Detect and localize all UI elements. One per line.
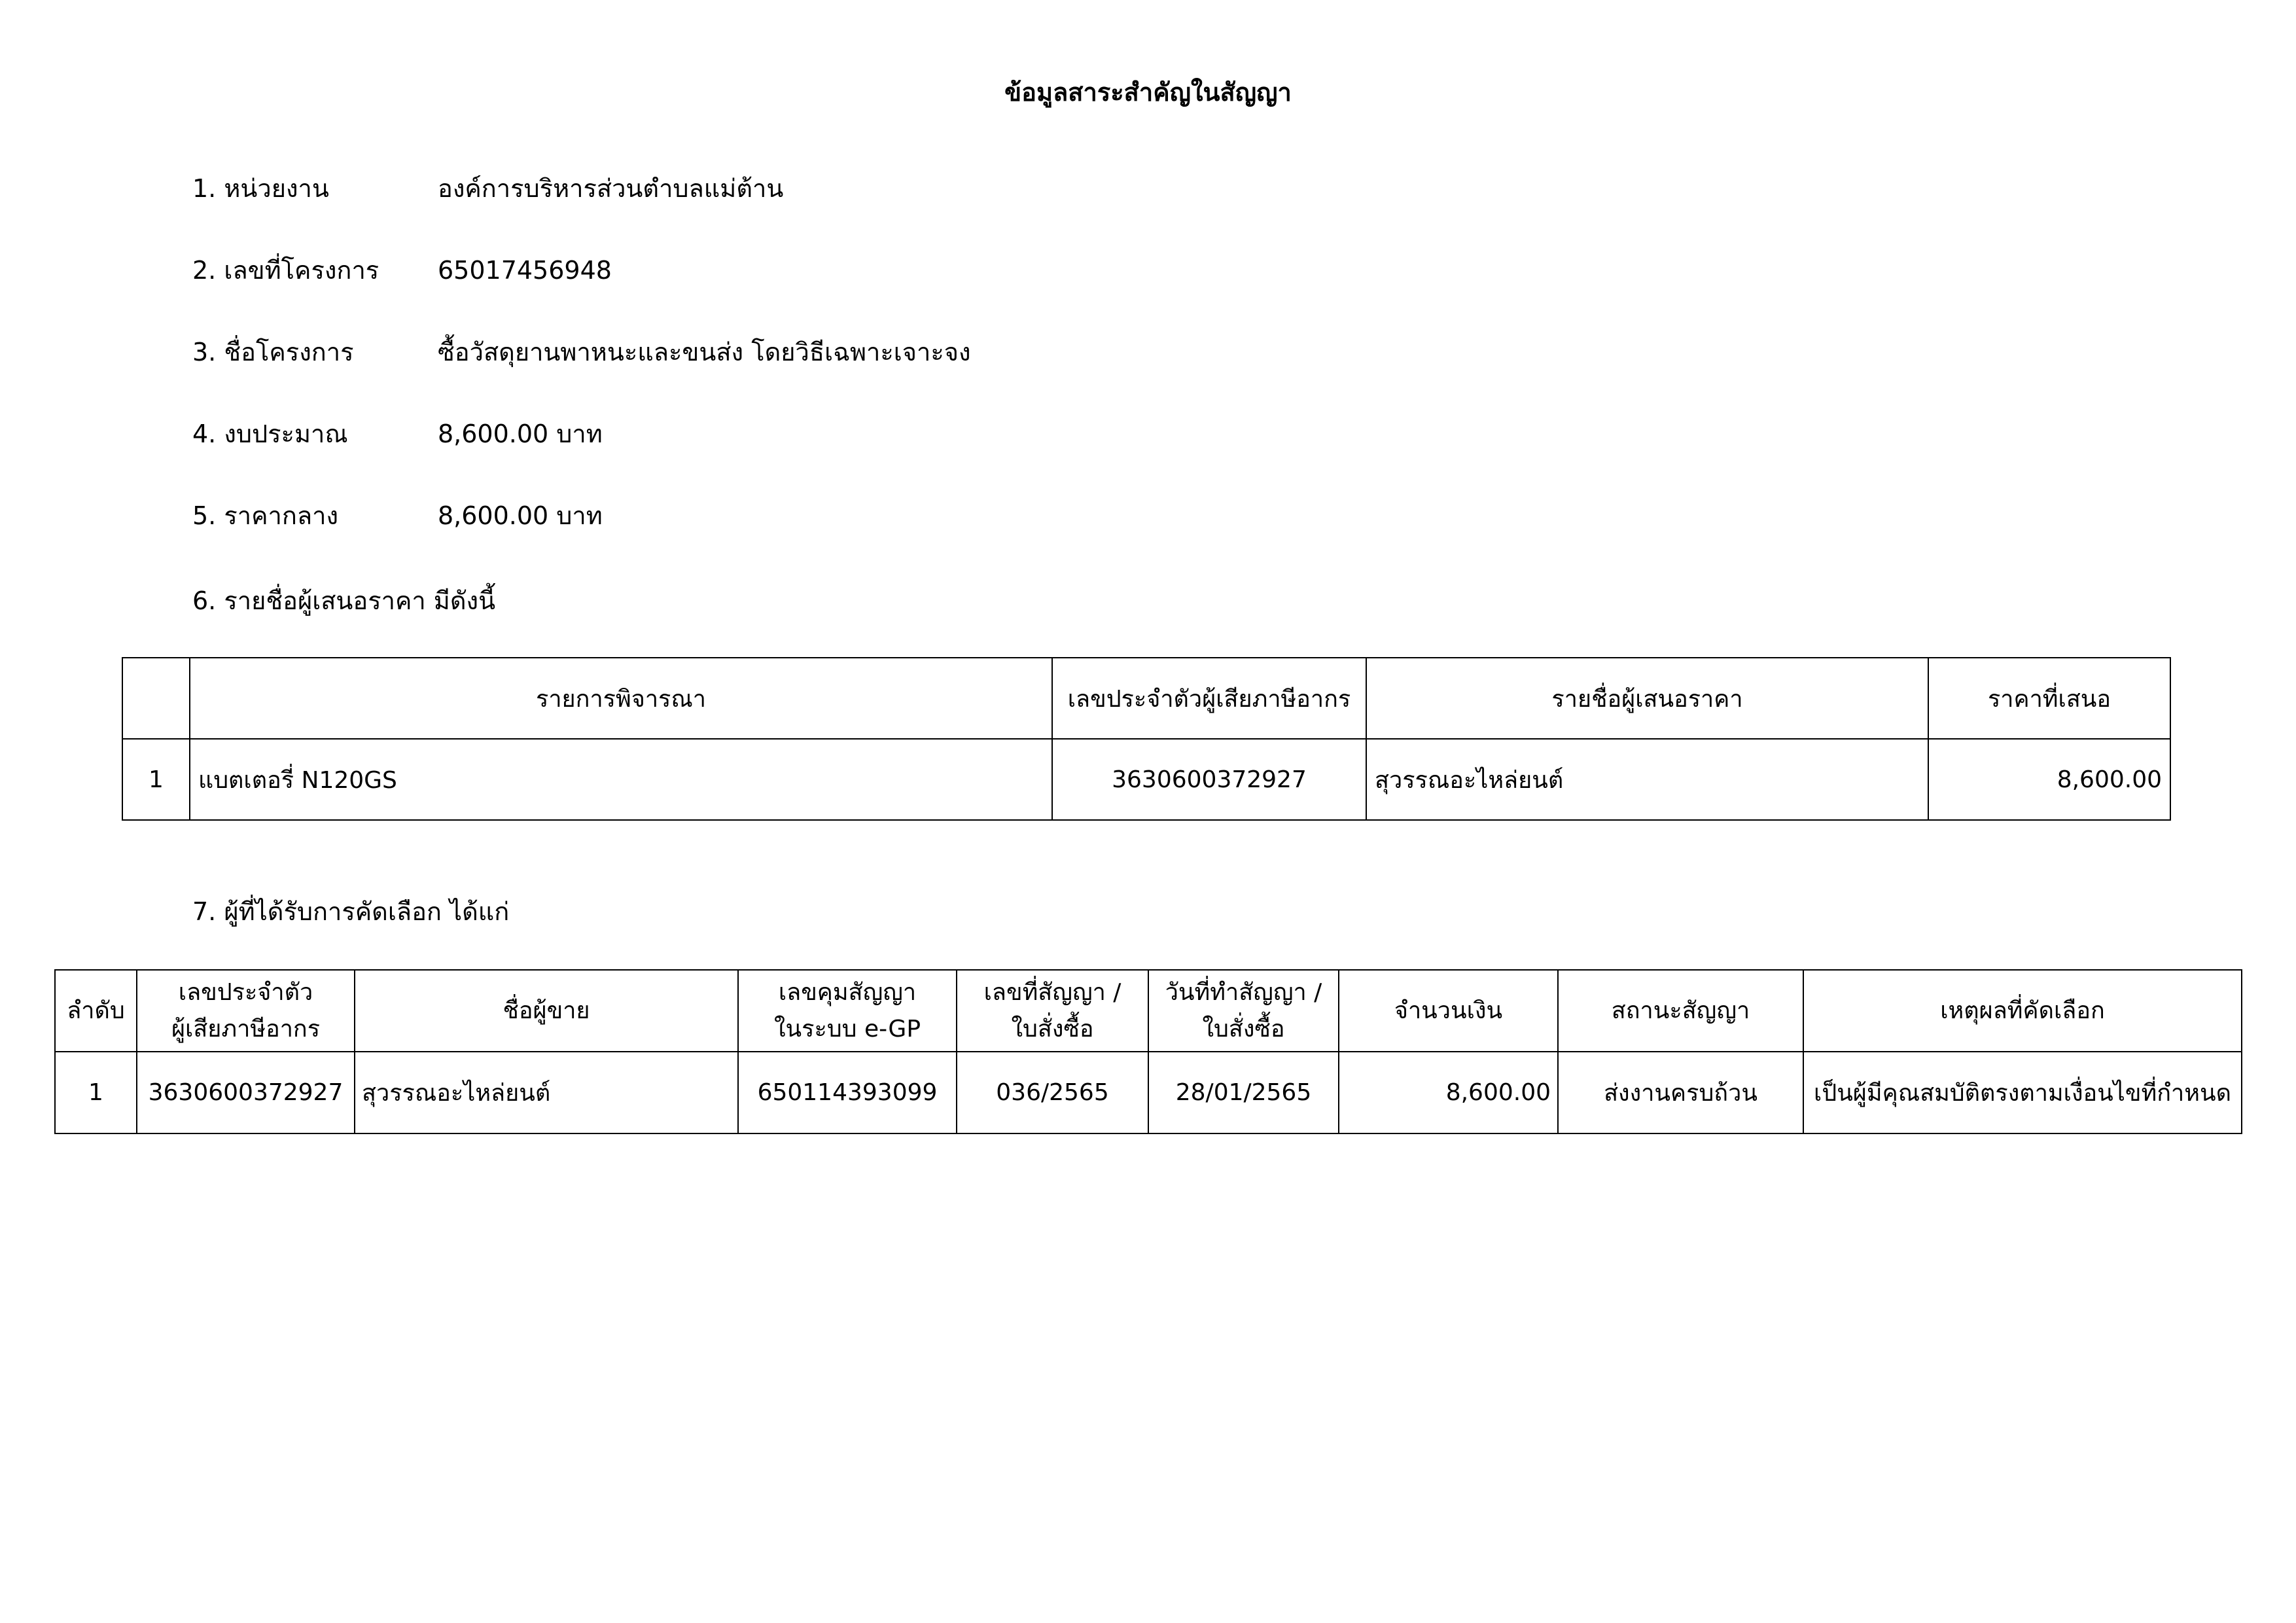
header-cell-bidder: รายชื่อผู้เสนอราคา [1366, 658, 1928, 739]
field-project-number [192, 254, 612, 287]
field-value: องค์การบริหารส่วนตำบลแม่ต้าน [438, 174, 784, 203]
field-agency [192, 172, 783, 205]
field-value: 8,600.00 บาท [438, 501, 603, 530]
winner-table [54, 969, 2242, 1134]
header-cell-status: สถานะสัญญา [1558, 970, 1803, 1052]
field-value: 65017456948 [438, 256, 612, 285]
field-project-name [192, 336, 971, 368]
cell-order: 1 [55, 1052, 137, 1133]
field-value: 8,600.00 บาท [438, 419, 603, 448]
header-cell-seller: ชื่อผู้ขาย [355, 970, 738, 1052]
bidders-heading: 6. รายชื่อผู้เสนอราคา มีดังนี้ [192, 586, 496, 615]
cell-bidder: สุวรรณอะไหล่ยนต์ [1366, 739, 1928, 820]
header-cell-contract-number: เลขที่สัญญา / ใบสั่งซื้อ [957, 970, 1148, 1052]
field-value: ซื้อวัสดุยานพาหนะและขนส่ง โดยวิธีเฉพาะเจาะจง [438, 338, 971, 366]
table-row [122, 739, 2170, 820]
cell-status: ส่งงานครบถ้วน [1558, 1052, 1803, 1133]
table-header-row [122, 658, 2170, 739]
cell-contract-number: 036/2565 [957, 1052, 1148, 1133]
cell-index: 1 [122, 739, 190, 820]
header-cell-index [122, 658, 190, 739]
field-median-price [192, 499, 603, 532]
cell-item: แบตเตอรี่ N120GS [190, 739, 1052, 820]
header-cell-contract-date: วันที่ทำสัญญา / ใบสั่งซื้อ [1148, 970, 1339, 1052]
field-label: 5. ราคากลาง [192, 501, 339, 530]
header-cell-price: ราคาที่เสนอ [1928, 658, 2170, 739]
cell-tax-id: 3630600372927 [137, 1052, 355, 1133]
table-row [55, 1052, 2242, 1133]
field-label: 4. งบประมาณ [192, 419, 348, 448]
field-label: 1. หน่วยงาน [192, 174, 329, 203]
field-label: 2. เลขที่โครงการ [192, 256, 380, 285]
winner-heading: 7. ผู้ที่ได้รับการคัดเลือก ได้แก่ [192, 897, 510, 926]
cell-tax-id: 3630600372927 [1052, 739, 1366, 820]
bidders-table [122, 657, 2171, 821]
header-cell-order: ลำดับ [55, 970, 137, 1052]
field-label: 3. ชื่อโครงการ [192, 338, 354, 366]
header-cell-reason: เหตุผลที่คัดเลือก [1803, 970, 2242, 1052]
document-title: ข้อมูลสาระสำคัญในสัญญา [1004, 78, 1292, 107]
table-header-row [55, 970, 2242, 1052]
header-cell-item: รายการพิจารณา [190, 658, 1052, 739]
cell-amount: 8,600.00 [1339, 1052, 1558, 1133]
header-cell-egp-number: เลขคุมสัญญา ในระบบ e-GP [738, 970, 957, 1052]
cell-contract-date: 28/01/2565 [1148, 1052, 1339, 1133]
header-cell-tax-id: เลขประจำตัวผู้เสียภาษีอากร [1052, 658, 1366, 739]
header-cell-tax-id: เลขประจำตัว ผู้เสียภาษีอากร [137, 970, 355, 1052]
cell-egp-number: 650114393099 [738, 1052, 957, 1133]
field-budget [192, 418, 603, 450]
header-cell-amount: จำนวนเงิน [1339, 970, 1558, 1052]
cell-reason: เป็นผู้มีคุณสมบัติตรงตามเงื่อนไขที่กำหนด [1803, 1052, 2242, 1133]
cell-price: 8,600.00 [1928, 739, 2170, 820]
cell-seller: สุวรรณอะไหล่ยนต์ [355, 1052, 738, 1133]
